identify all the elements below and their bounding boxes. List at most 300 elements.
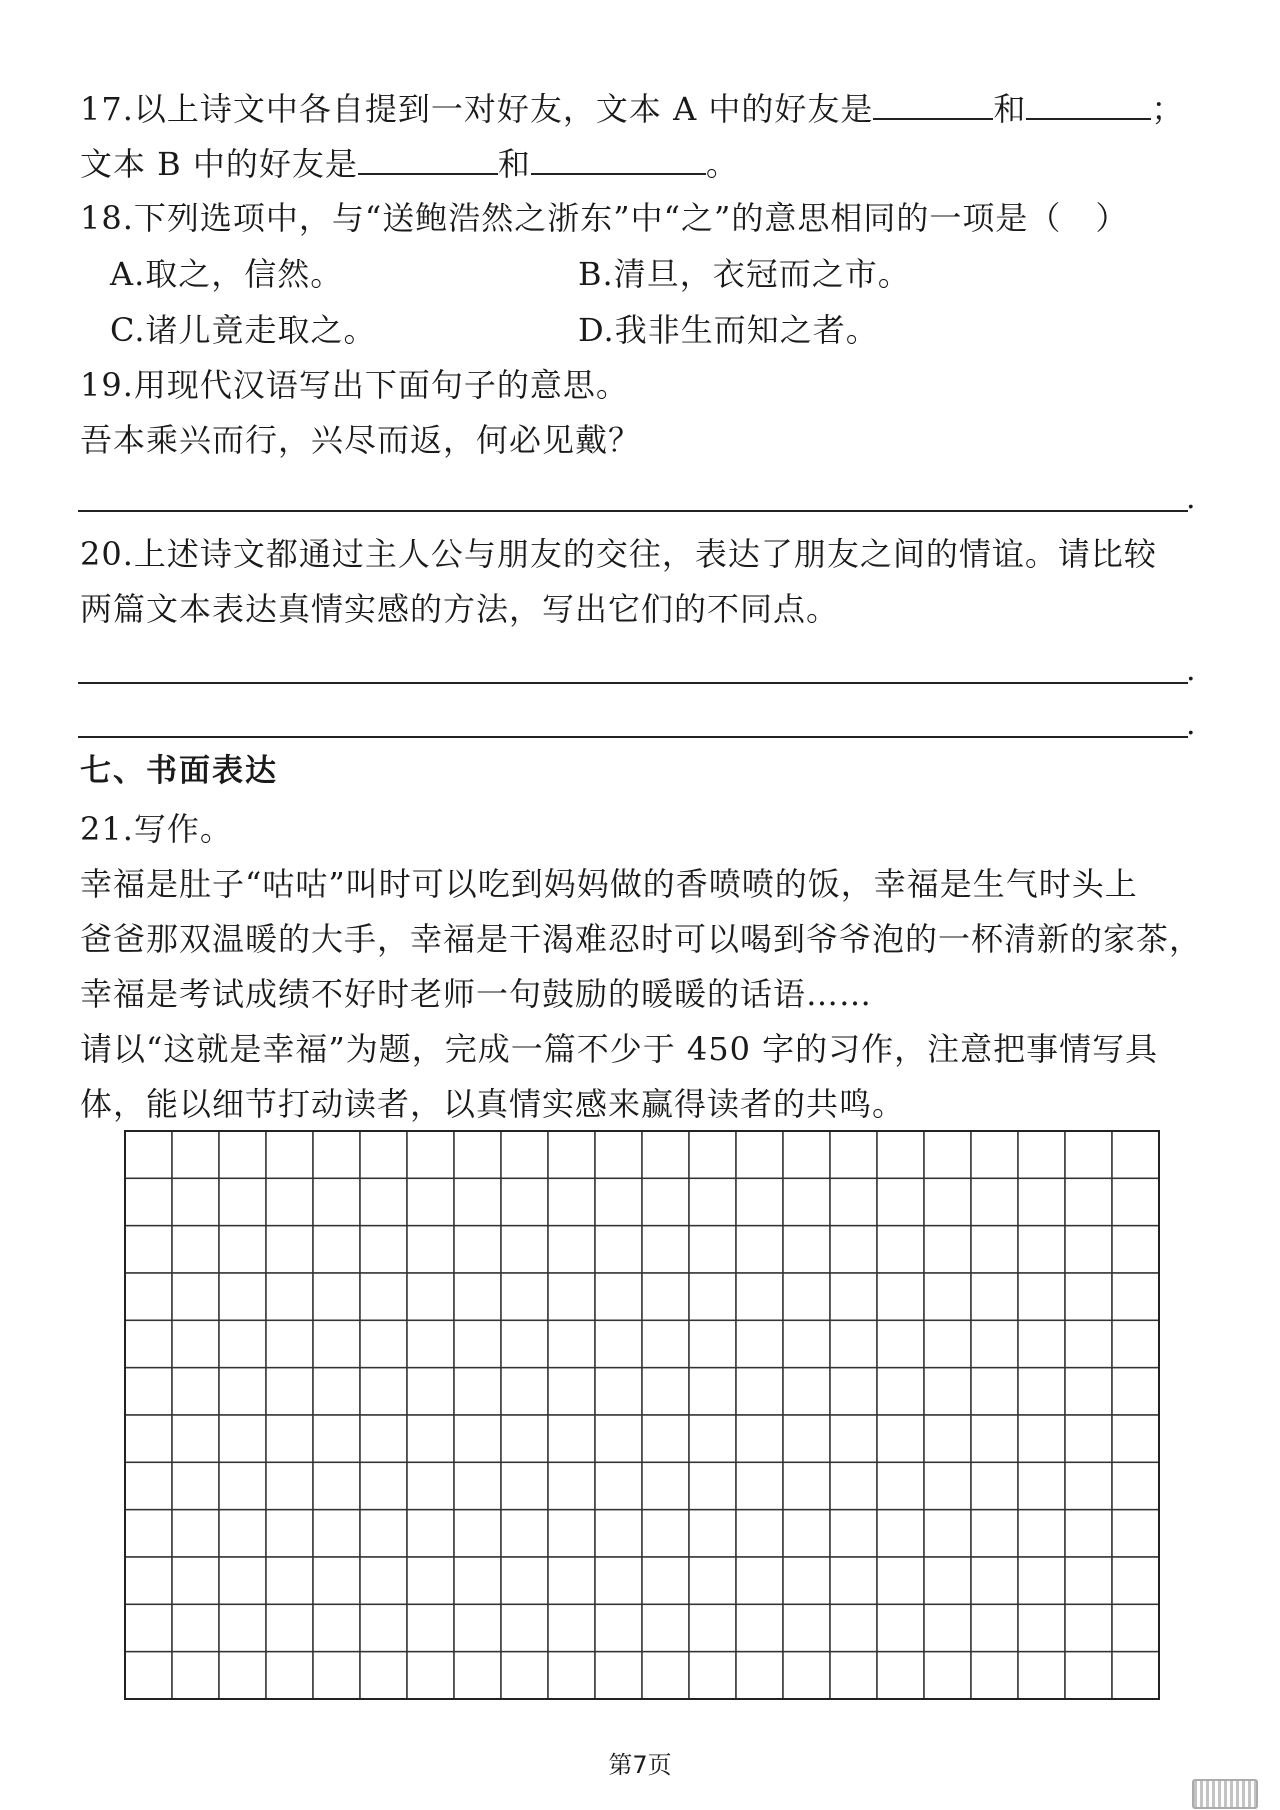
grid-cell[interactable] <box>689 1557 736 1604</box>
grid-cell[interactable] <box>783 1273 830 1320</box>
grid-cell[interactable] <box>360 1510 407 1557</box>
grid-cell[interactable] <box>454 1368 501 1415</box>
grid-cell[interactable] <box>924 1462 971 1509</box>
grid-cell[interactable] <box>1112 1226 1159 1273</box>
grid-cell[interactable] <box>830 1273 877 1320</box>
grid-cell[interactable] <box>689 1510 736 1557</box>
grid-cell[interactable] <box>1065 1557 1112 1604</box>
grid-cell[interactable] <box>454 1652 501 1699</box>
grid-cell[interactable] <box>595 1273 642 1320</box>
grid-cell[interactable] <box>360 1131 407 1178</box>
grid-cell[interactable] <box>454 1131 501 1178</box>
grid-cell[interactable] <box>595 1178 642 1225</box>
grid-cell[interactable] <box>219 1462 266 1509</box>
grid-cell[interactable] <box>877 1320 924 1367</box>
grid-cell[interactable] <box>1065 1226 1112 1273</box>
grid-cell[interactable] <box>783 1131 830 1178</box>
grid-cell[interactable] <box>971 1320 1018 1367</box>
grid-cell[interactable] <box>407 1652 454 1699</box>
grid-cell[interactable] <box>924 1415 971 1462</box>
grid-cell[interactable] <box>454 1178 501 1225</box>
grid-cell[interactable] <box>1065 1273 1112 1320</box>
grid-cell[interactable] <box>501 1273 548 1320</box>
grid-cell[interactable] <box>1018 1510 1065 1557</box>
grid-cell[interactable] <box>1065 1368 1112 1415</box>
grid-cell[interactable] <box>830 1368 877 1415</box>
grid-cell[interactable] <box>783 1604 830 1651</box>
grid-cell[interactable] <box>971 1510 1018 1557</box>
grid-cell[interactable] <box>454 1604 501 1651</box>
q18-option-c: C.诸儿竟走取之。 <box>110 311 377 349</box>
grid-cell[interactable] <box>830 1320 877 1367</box>
grid-cell[interactable] <box>783 1557 830 1604</box>
grid-cell[interactable] <box>830 1510 877 1557</box>
grid-cell[interactable] <box>313 1226 360 1273</box>
grid-cell[interactable] <box>407 1557 454 1604</box>
grid-cell[interactable] <box>501 1557 548 1604</box>
grid-cell[interactable] <box>172 1557 219 1604</box>
grid-cell[interactable] <box>548 1604 595 1651</box>
grid-cell[interactable] <box>407 1178 454 1225</box>
grid-cell[interactable] <box>736 1178 783 1225</box>
grid-cell[interactable] <box>877 1226 924 1273</box>
grid-cell[interactable] <box>1065 1462 1112 1509</box>
grid-cell[interactable] <box>548 1510 595 1557</box>
grid-cell[interactable] <box>1112 1178 1159 1225</box>
grid-cell[interactable] <box>313 1131 360 1178</box>
grid-cell[interactable] <box>877 1368 924 1415</box>
grid-cell[interactable] <box>360 1226 407 1273</box>
grid-cell[interactable] <box>595 1510 642 1557</box>
grid-cell[interactable] <box>125 1368 172 1415</box>
grid-cell[interactable] <box>877 1178 924 1225</box>
grid-cell[interactable] <box>736 1604 783 1651</box>
grid-cell[interactable] <box>266 1652 313 1699</box>
grid-cell[interactable] <box>736 1368 783 1415</box>
grid-cell[interactable] <box>689 1652 736 1699</box>
grid-cell[interactable] <box>783 1320 830 1367</box>
grid-cell[interactable] <box>830 1604 877 1651</box>
grid-cell[interactable] <box>1112 1510 1159 1557</box>
grid-cell[interactable] <box>454 1415 501 1462</box>
grid-cell[interactable] <box>971 1415 1018 1462</box>
grid-cell[interactable] <box>924 1368 971 1415</box>
grid-cell[interactable] <box>595 1320 642 1367</box>
grid-cell[interactable] <box>971 1178 1018 1225</box>
grid-cell[interactable] <box>219 1131 266 1178</box>
grid-cell[interactable] <box>783 1178 830 1225</box>
q21-prompt-line-3: 幸福是考试成绩不好时老师一句鼓励的暖暖的话语…… <box>80 975 873 1013</box>
grid-cell[interactable] <box>360 1178 407 1225</box>
q17-blank-a1[interactable] <box>873 88 993 120</box>
q17-and-b: 和 <box>497 145 531 183</box>
grid-cell[interactable] <box>313 1557 360 1604</box>
grid-cell[interactable] <box>548 1178 595 1225</box>
grid-cell[interactable] <box>642 1557 689 1604</box>
grid-cell[interactable] <box>172 1415 219 1462</box>
grid-cell[interactable] <box>830 1415 877 1462</box>
grid-cell[interactable] <box>548 1415 595 1462</box>
grid-cell[interactable] <box>1065 1510 1112 1557</box>
grid-cell[interactable] <box>924 1604 971 1651</box>
grid-cell[interactable] <box>172 1320 219 1367</box>
grid-cell[interactable] <box>1018 1178 1065 1225</box>
q17-line2 <box>80 143 739 184</box>
grid-cell[interactable] <box>1018 1131 1065 1178</box>
grid-cell[interactable] <box>736 1320 783 1367</box>
grid-cell[interactable] <box>172 1131 219 1178</box>
grid-cell[interactable] <box>266 1462 313 1509</box>
grid-cell[interactable] <box>454 1273 501 1320</box>
grid-cell[interactable] <box>501 1604 548 1651</box>
grid-cell[interactable] <box>1112 1604 1159 1651</box>
grid-cell[interactable] <box>830 1131 877 1178</box>
grid-cell[interactable] <box>736 1131 783 1178</box>
q20-answer-line-2[interactable] <box>78 736 1188 738</box>
grid-cell[interactable] <box>1018 1320 1065 1367</box>
grid-cell[interactable] <box>736 1415 783 1462</box>
grid-cell[interactable] <box>642 1652 689 1699</box>
grid-cell[interactable] <box>689 1415 736 1462</box>
grid-cell[interactable] <box>172 1273 219 1320</box>
q19-sentence: 吾本乘兴而行，兴尽而返，何必见戴？ <box>80 421 642 459</box>
grid-cell[interactable] <box>924 1226 971 1273</box>
q17-blank-a2[interactable] <box>1026 88 1151 120</box>
grid-cell[interactable] <box>642 1368 689 1415</box>
grid-cell[interactable] <box>736 1557 783 1604</box>
grid-cell[interactable] <box>1018 1652 1065 1699</box>
grid-cell[interactable] <box>454 1320 501 1367</box>
grid-cell[interactable] <box>313 1178 360 1225</box>
grid-cell[interactable] <box>266 1320 313 1367</box>
grid-cell[interactable] <box>1018 1368 1065 1415</box>
grid-cell[interactable] <box>501 1178 548 1225</box>
grid-cell[interactable] <box>125 1557 172 1604</box>
grid-cell[interactable] <box>360 1415 407 1462</box>
grid-cell[interactable] <box>783 1652 830 1699</box>
grid-cell[interactable] <box>1112 1652 1159 1699</box>
grid-cell[interactable] <box>971 1652 1018 1699</box>
grid-cell[interactable] <box>783 1462 830 1509</box>
grid-cell[interactable] <box>548 1368 595 1415</box>
grid-cell[interactable] <box>125 1652 172 1699</box>
grid-cell[interactable] <box>1018 1273 1065 1320</box>
grid-cell[interactable] <box>1112 1273 1159 1320</box>
grid-cell[interactable] <box>783 1226 830 1273</box>
q21-prompt-line-2: 爸爸那双温暖的大手，幸福是干渴难忍时可以喝到爷爷泡的一杯清新的家茶， <box>80 920 1203 958</box>
grid-cell[interactable] <box>360 1652 407 1699</box>
q17-period: 。 <box>705 145 739 183</box>
q20-line2: 两篇文本表达真情实感的方法，写出它们的不同点。 <box>80 590 840 628</box>
grid-cell[interactable] <box>1065 1604 1112 1651</box>
grid-cell[interactable] <box>172 1368 219 1415</box>
grid-cell[interactable] <box>360 1462 407 1509</box>
grid-cell[interactable] <box>313 1320 360 1367</box>
watermark-logo-icon <box>1192 1779 1258 1809</box>
grid-cell[interactable] <box>266 1131 313 1178</box>
grid-cell[interactable] <box>266 1604 313 1651</box>
grid-cell[interactable] <box>736 1273 783 1320</box>
q21-prompt-line-4: 请以“这就是幸福”为题，完成一篇不少于 450 字的习作，注意把事情写具 <box>80 1030 1159 1068</box>
grid-cell[interactable] <box>595 1652 642 1699</box>
grid-cell[interactable] <box>1112 1462 1159 1509</box>
q21-prompt-line-5: 体，能以细节打动读者，以真情实感来赢得读者的共鸣。 <box>80 1085 906 1123</box>
q17-semicolon: ； <box>1151 90 1185 128</box>
grid-cell[interactable] <box>407 1510 454 1557</box>
grid-cell[interactable] <box>689 1320 736 1367</box>
grid-cell[interactable] <box>924 1131 971 1178</box>
grid-cell[interactable] <box>125 1320 172 1367</box>
grid-cell[interactable] <box>924 1510 971 1557</box>
grid-cell[interactable] <box>736 1652 783 1699</box>
grid-cell[interactable] <box>1018 1604 1065 1651</box>
grid-cell[interactable] <box>689 1368 736 1415</box>
grid-cell[interactable] <box>595 1604 642 1651</box>
grid-cell[interactable] <box>219 1557 266 1604</box>
grid-cell[interactable] <box>548 1652 595 1699</box>
grid-cell[interactable] <box>1065 1415 1112 1462</box>
grid-cell[interactable] <box>172 1226 219 1273</box>
grid-cell[interactable] <box>454 1462 501 1509</box>
grid-cell[interactable] <box>501 1652 548 1699</box>
grid-cell[interactable] <box>266 1415 313 1462</box>
grid-cell[interactable] <box>642 1510 689 1557</box>
grid-cell[interactable] <box>360 1320 407 1367</box>
grid-cell[interactable] <box>501 1320 548 1367</box>
grid-cell[interactable] <box>1112 1131 1159 1178</box>
grid-cell[interactable] <box>971 1368 1018 1415</box>
grid-cell[interactable] <box>125 1510 172 1557</box>
q18-option-a: A.取之，信然。 <box>110 255 344 293</box>
writing-grid[interactable] <box>124 1130 1160 1700</box>
grid-cell[interactable] <box>877 1557 924 1604</box>
grid-cell[interactable] <box>830 1652 877 1699</box>
grid-cell[interactable] <box>689 1131 736 1178</box>
grid-cell[interactable] <box>689 1226 736 1273</box>
grid-cell[interactable] <box>1065 1131 1112 1178</box>
grid-cell[interactable] <box>924 1178 971 1225</box>
grid-cell[interactable] <box>548 1131 595 1178</box>
q18-option-b: B.清旦，衣冠而之市。 <box>578 255 911 293</box>
grid-cell[interactable] <box>971 1557 1018 1604</box>
grid-cell[interactable] <box>501 1226 548 1273</box>
grid-cell[interactable] <box>971 1273 1018 1320</box>
grid-cell[interactable] <box>877 1131 924 1178</box>
grid-cell[interactable] <box>595 1226 642 1273</box>
grid-cell[interactable] <box>736 1510 783 1557</box>
grid-cell[interactable] <box>548 1273 595 1320</box>
grid-cell[interactable] <box>877 1462 924 1509</box>
grid-cell[interactable] <box>501 1131 548 1178</box>
grid-cell[interactable] <box>125 1178 172 1225</box>
grid-cell[interactable] <box>642 1226 689 1273</box>
grid-cell[interactable] <box>360 1557 407 1604</box>
grid-cell[interactable] <box>924 1652 971 1699</box>
grid-cell[interactable] <box>125 1273 172 1320</box>
grid-cell[interactable] <box>642 1273 689 1320</box>
grid-cell[interactable] <box>454 1226 501 1273</box>
section-heading: 七、书面表达 <box>80 753 278 789</box>
grid-cell[interactable] <box>219 1226 266 1273</box>
grid-cell[interactable] <box>971 1462 1018 1509</box>
q18-stem-close: ） <box>1095 199 1129 237</box>
grid-cell[interactable] <box>1018 1462 1065 1509</box>
grid-cell[interactable] <box>1112 1415 1159 1462</box>
grid-cell[interactable] <box>1112 1368 1159 1415</box>
grid-cell[interactable] <box>548 1462 595 1509</box>
grid-cell[interactable] <box>548 1557 595 1604</box>
q17-line1 <box>80 88 1184 129</box>
q18-stem-text: 18.下列选项中，与“送鲍浩然之浙东”中“之”的意思相同的一项是（ <box>80 199 1062 237</box>
q17-blank-b1[interactable] <box>358 143 498 175</box>
grid-cell[interactable] <box>172 1462 219 1509</box>
grid-cell[interactable] <box>125 1226 172 1273</box>
q21-label: 21.写作。 <box>80 810 233 848</box>
grid-cell[interactable] <box>407 1273 454 1320</box>
grid-cell[interactable] <box>689 1462 736 1509</box>
grid-cell[interactable] <box>877 1415 924 1462</box>
grid-cell[interactable] <box>219 1652 266 1699</box>
grid-cell[interactable] <box>830 1178 877 1225</box>
grid-cell[interactable] <box>595 1415 642 1462</box>
grid-cell[interactable] <box>877 1510 924 1557</box>
grid-cell[interactable] <box>219 1273 266 1320</box>
q20-answer-end-2: . <box>1186 707 1196 742</box>
grid-cell[interactable] <box>219 1415 266 1462</box>
grid-cell[interactable] <box>172 1604 219 1651</box>
grid-cell[interactable] <box>454 1510 501 1557</box>
grid-cell[interactable] <box>1018 1415 1065 1462</box>
grid-cell[interactable] <box>125 1462 172 1509</box>
grid-cell[interactable] <box>125 1604 172 1651</box>
grid-cell[interactable] <box>125 1415 172 1462</box>
grid-cell[interactable] <box>783 1510 830 1557</box>
q21-prompt-line-1: 幸福是肚子“咕咕”叫时可以吃到妈妈做的香喷喷的饭，幸福是生气时头上 <box>80 865 1138 903</box>
grid-cell[interactable] <box>219 1510 266 1557</box>
grid-cell[interactable] <box>266 1273 313 1320</box>
grid-cell[interactable] <box>313 1415 360 1462</box>
grid-cell[interactable] <box>313 1273 360 1320</box>
grid-cell[interactable] <box>407 1604 454 1651</box>
grid-cell[interactable] <box>971 1226 1018 1273</box>
grid-cell[interactable] <box>125 1131 172 1178</box>
grid-cell[interactable] <box>642 1604 689 1651</box>
grid-cell[interactable] <box>971 1604 1018 1651</box>
grid-cell[interactable] <box>407 1226 454 1273</box>
grid-cell[interactable] <box>501 1510 548 1557</box>
grid-cell[interactable] <box>595 1462 642 1509</box>
grid-cell[interactable] <box>501 1415 548 1462</box>
grid-cell[interactable] <box>642 1462 689 1509</box>
grid-cell[interactable] <box>924 1557 971 1604</box>
grid-cell[interactable] <box>219 1178 266 1225</box>
grid-cell[interactable] <box>924 1320 971 1367</box>
grid-cell[interactable] <box>1065 1178 1112 1225</box>
grid-cell[interactable] <box>172 1178 219 1225</box>
grid-cell[interactable] <box>783 1368 830 1415</box>
grid-cell[interactable] <box>877 1604 924 1651</box>
grid-cell[interactable] <box>689 1604 736 1651</box>
grid-cell[interactable] <box>360 1604 407 1651</box>
grid-cell[interactable] <box>548 1320 595 1367</box>
grid-cell[interactable] <box>830 1462 877 1509</box>
grid-cell[interactable] <box>407 1415 454 1462</box>
grid-cell[interactable] <box>313 1604 360 1651</box>
grid-cell[interactable] <box>642 1131 689 1178</box>
grid-cell[interactable] <box>595 1557 642 1604</box>
grid-cell[interactable] <box>172 1510 219 1557</box>
grid-cell[interactable] <box>1018 1557 1065 1604</box>
grid-cell[interactable] <box>172 1652 219 1699</box>
grid-cell[interactable] <box>642 1178 689 1225</box>
grid-cell[interactable] <box>266 1368 313 1415</box>
q19-answer-end: . <box>1186 481 1196 516</box>
grid-cell[interactable] <box>407 1368 454 1415</box>
grid-cell[interactable] <box>642 1320 689 1367</box>
grid-cell[interactable] <box>360 1368 407 1415</box>
grid-cell[interactable] <box>595 1368 642 1415</box>
grid-cell[interactable] <box>407 1131 454 1178</box>
grid-cell[interactable] <box>501 1368 548 1415</box>
grid-cell[interactable] <box>642 1415 689 1462</box>
grid-cell[interactable] <box>877 1273 924 1320</box>
grid-cell[interactable] <box>1018 1226 1065 1273</box>
grid-cell[interactable] <box>313 1652 360 1699</box>
grid-cell[interactable] <box>783 1415 830 1462</box>
grid-cell[interactable] <box>313 1368 360 1415</box>
grid-cell[interactable] <box>971 1131 1018 1178</box>
grid-cell[interactable] <box>830 1226 877 1273</box>
q17-blank-b2[interactable] <box>531 143 706 175</box>
grid-cell[interactable] <box>219 1320 266 1367</box>
grid-cell[interactable] <box>924 1273 971 1320</box>
q18-stem <box>80 198 1128 238</box>
grid-cell[interactable] <box>266 1178 313 1225</box>
grid-cell[interactable] <box>1065 1320 1112 1367</box>
grid-cell[interactable] <box>877 1652 924 1699</box>
grid-cell[interactable] <box>595 1131 642 1178</box>
grid-cell[interactable] <box>689 1273 736 1320</box>
grid-cell[interactable] <box>689 1178 736 1225</box>
grid-cell[interactable] <box>219 1604 266 1651</box>
grid-cell[interactable] <box>1065 1652 1112 1699</box>
grid-cell[interactable] <box>1112 1320 1159 1367</box>
grid-cell[interactable] <box>736 1462 783 1509</box>
grid-cell[interactable] <box>266 1557 313 1604</box>
q20-answer-line-1[interactable] <box>78 682 1188 684</box>
q17-prefix-b: 文本 B 中的好友是 <box>80 145 358 183</box>
grid-cell[interactable] <box>313 1462 360 1509</box>
grid-cell[interactable] <box>407 1462 454 1509</box>
q17-and-a: 和 <box>993 90 1027 128</box>
q19-answer-line[interactable] <box>78 510 1188 512</box>
grid-cell[interactable] <box>313 1510 360 1557</box>
grid-cell[interactable] <box>360 1273 407 1320</box>
grid-cell[interactable] <box>1112 1557 1159 1604</box>
page-number: 第7页 <box>608 1751 672 1779</box>
grid-cell[interactable] <box>266 1226 313 1273</box>
q18-option-d: D.我非生而知之者。 <box>578 311 879 349</box>
grid-cell[interactable] <box>219 1368 266 1415</box>
grid-cell[interactable] <box>830 1557 877 1604</box>
grid-cell[interactable] <box>736 1226 783 1273</box>
grid-cell[interactable] <box>407 1320 454 1367</box>
grid-cell[interactable] <box>548 1226 595 1273</box>
q20-answer-end-1: . <box>1186 653 1196 688</box>
grid-cell[interactable] <box>501 1462 548 1509</box>
grid-cell[interactable] <box>266 1510 313 1557</box>
grid-cell[interactable] <box>454 1557 501 1604</box>
